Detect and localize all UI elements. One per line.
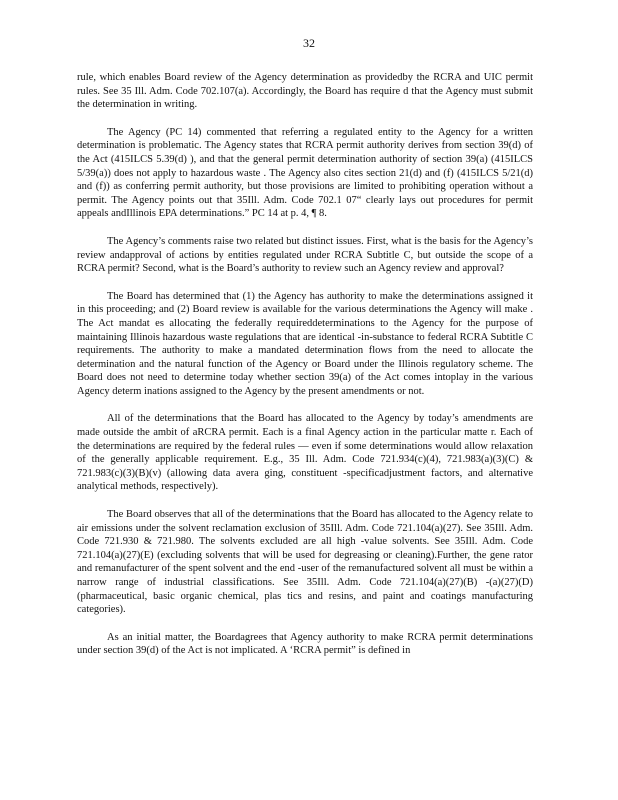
page-number: 32 <box>303 36 315 50</box>
paragraph-determinations-allocated: All of the determinations that the Board has allocated to the Agency by today’s amendments are made outside the ambit of aRCRA permit. Each is a final Agency action in the particular matte r. Each of the determinations are required by the federal rules — even if some determinations would allow relaxation of the generally applicable requirement. E.g., 35 Ill. Adm. Code 721.934(c)(4), 721.983(a)(3)(C) & 721.983(c)(3)(B)(v) (allowing data avera ging, constituent -specificadjustment factors, and alternative analytical methods, respectively). <box>77 413 533 493</box>
paragraph-board-determination: The Board has determined that (1) the Agency has authority to make the determinations assigned it in this proceeding; and (2) Board review is available for the various determinations the Agency will make . The Act mandat es allocating the federally requireddeterminations to the Agency for the purpose of maintaining Illinois hazardous waste regulations that are identical -in-substance to federal RCRA Subtitle C requirements. The authority to make a mandated determination flows from the need to allocate the determination and the natural function of the Agency or Board under the Illinois regulatory scheme. The Board does not need to determine today whether section 39(a) of the Act comes intoplay in the various Agency determ inations assigned to the Agency by the present amendments or not. <box>77 290 533 397</box>
document-body <box>77 71 533 672</box>
paragraph-agency-comment: The Agency (PC 14) commented that referring a regulated entity to the Agency for a written determination is problematic. The Agency states that RCRA permit authority derives from section 39(d) of the Act (415ILCS 5.39(d) ), and that the general permit determination authority of section 39(a) (415ILCS 5/39(a)) does not apply to hazardous waste . The Agency also cites section 21(d) and (f) (415ILCS 5/21(d) and (f)) as conferring permit authority, but those provisions are limited to prohibiting operation without a permit. The Agency points out that 35Ill. Adm. Code 702.1 07“ clearly lays out procedures for permit appeals andIllinois EPA determinations.” PC 14 at p. 4, ¶ 8. <box>77 126 533 220</box>
paragraph-board-observes: The Board observes that all of the determinations that the Board has allocated to the Agency relate to air emissions under the solvent reclamation exclusion of 35Ill. Adm. Code 721.104(a)(27). See 35Ill. Adm. Code 721.930 & 721.980. The solvents excluded are all high -value solvents. See 35Ill. Adm. Code 721.104(a)(27)(E) (excluding solvents that will be used for degreasing or cleaning).Further, the gene rator and remanufacturer of the spent solvent and the end -user of the remanufactured solvent all must be within a narrow range of industrial classifications. See 35Ill. Adm. Code 721.104(a)(27)(B) -(a)(27)(D) (pharmaceutical, basic organic chemical, plas tics and resins, and paint and coatings manufacturing categories). <box>77 509 533 616</box>
paragraph-issues: The Agency’s comments raise two related but distinct issues. First, what is the basis for the Agency’s review andapproval of actions by entities regulated under RCRA Subtitle C, but outside the scope of a RCRA permit? Second, what is the Board’s authority to review such an Agency review and approval? <box>77 235 533 275</box>
paragraph-continuation: rule, which enables Board review of the Agency determination as providedby the RCRA and UIC permit rules. See 35 Ill. Adm. Code 702.107(a). Accordingly, the Board has require d that the Agency must submit the determination in writing. <box>77 72 533 111</box>
paragraph-initial-matter: As an initial matter, the Boardagrees that Agency authority to make RCRA permit determinations under section 39(d) of the Act is not implicated. A ‘RCRA permit” is defined in <box>77 631 533 657</box>
